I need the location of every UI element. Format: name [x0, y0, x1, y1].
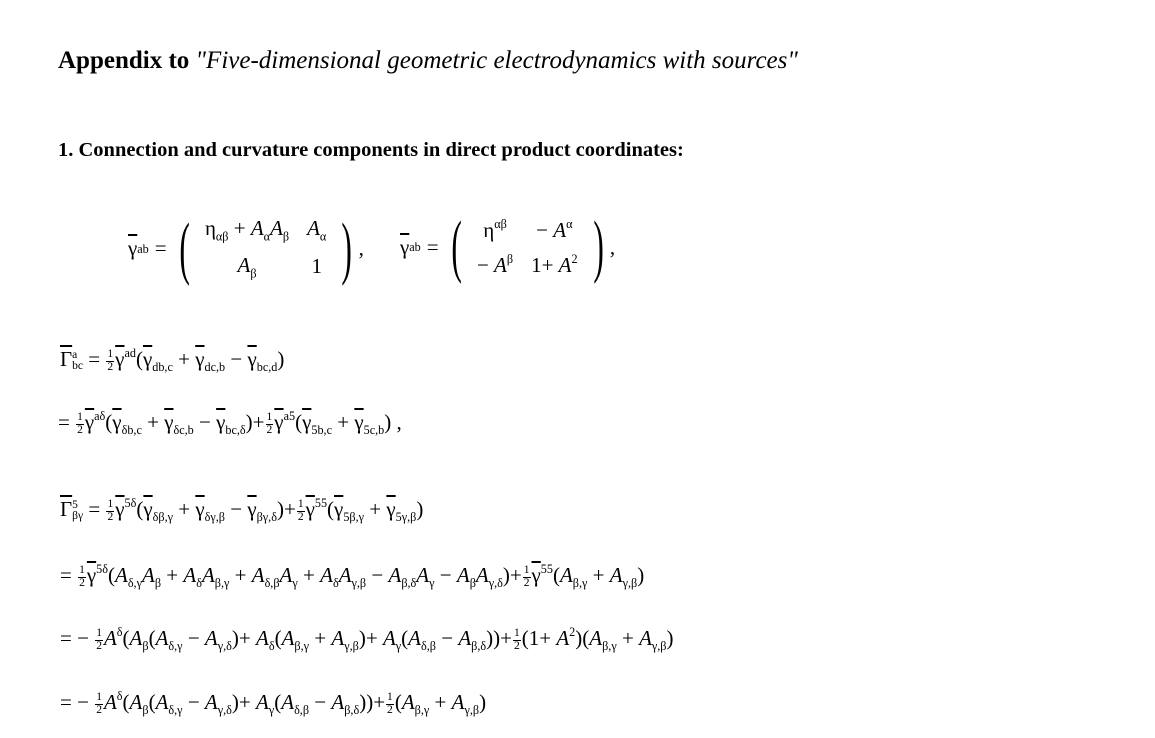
- title-italic: "Five-dimensional geometric electrodynamics with sources": [195, 47, 798, 74]
- metric-lower-matrix: [196, 212, 335, 285]
- page-title: [58, 47, 798, 75]
- christoffel-5-line4: = − $\frac{1}{2}$ $A^\delta(A_\beta(A_{\delta,\gamma} - A_{\gamma,\delta})+ A_\gamma(A_{\delta,\beta} - A_{\beta,\delta}))+$ $\frac{1}{2}$ $(A_{\beta,\gamma} + A_{\gamma,\beta})$: [60, 689, 487, 718]
- matrix-cell: − $A^\beta$: [476, 252, 514, 277]
- christoffel-5-line3: = − $\frac{1}{2}$ $A^\delta(A_\beta(A_{\delta,\gamma} - A_{\gamma,\delta})+ A_\delta(A_{\beta,\gamma} + A_{\gamma,\beta})+ A_\gamma(A_{\delta,\beta} - A_{\beta,\delta}))+$ $\frac{1}{2}$ $(1+ A^2)(A_{\beta,\gamma} + A_{\gamma,\beta})$: [60, 625, 674, 654]
- christoffel-a-expanded: = $\frac{1}{2}$ $\overline{\gamma}^{a\delta}(\overline{\gamma}_{\delta b,c} + \overline{\gamma}_{\delta c,b} - \overline{\gamma}_{bc,\delta})+$ $\frac{1}{2}$ $\overline{\gamma}^{a5}(\overline{\gamma}_{5b,c} + \overline{\gamma}_{5c,b})$ ,: [58, 409, 402, 438]
- matrix-cell: $A_\beta$: [237, 252, 257, 281]
- christoffel-5-definition: $\overline{\Gamma}$ 5 βγ = $\frac{1}{2}$ $\overline{\gamma}^{5\delta}(\overline{\gamma}_{\delta\beta,\gamma} + \overline{\gamma}_{\delta\gamma,\beta} - \overline{\gamma}_{\beta\gamma,\delta})+$ $\frac{1}{2}$ $\overline{\gamma}^{55}(\overline{\gamma}_{5\beta,\gamma} + \overline{\gamma}_{5\gamma,\beta})$: [60, 496, 424, 525]
- matrix-cell: $\eta^{\alpha\beta}$: [483, 217, 507, 242]
- title-bold: Appendix to: [58, 47, 190, 74]
- gamma-symbol: $\overline{\gamma}$: [128, 236, 138, 261]
- matrix-cell: $\eta_{\alpha\beta} + A_\alpha A_\beta$: [204, 216, 290, 244]
- matrix-cell: $1+ A^2$: [531, 252, 578, 277]
- metric-upper-matrix: [468, 212, 587, 282]
- metric-upper-index: ab: [409, 239, 421, 254]
- matrix-cell: 1: [311, 254, 322, 279]
- christoffel-a-definition: $\overline{\Gamma}$ a bc = $\frac{1}{2}$ $\overline{\gamma}^{ad}(\overline{\gamma}_{db,c} + \overline{\gamma}_{dc,b} - \overline{\gamma}_{bc,d})$: [60, 346, 285, 375]
- metric-lower-equation: $\overline{\gamma}$ ab = ( $\eta_{\alpha\beta} + A_\alpha A_\beta$ $A_\alpha$ $A_\beta$ 1 ) ,: [128, 209, 364, 287]
- metric-upper-equation: $\overline{\gamma}$ ab = ( $\eta^{\alpha\beta}$ − $A^\alpha$ − $A^\beta$ $1+ A^2$ ) ,: [400, 208, 616, 285]
- christoffel-5-line2: = $\frac{1}{2}$ $\overline{\gamma}^{5\delta}(A_{\delta,\gamma}A_\beta + A_\delta A_{\beta,\gamma} + A_{\delta,\beta}A_\gamma + A_\delta A_{\gamma,\beta} - A_{\beta,\delta}A_\gamma - A_\beta A_{\gamma,\delta})+$ $\frac{1}{2}$ $\overline{\gamma}^{55}(A_{\beta,\gamma} + A_{\gamma,\beta})$: [60, 562, 645, 591]
- matrix-cell: − $A^\alpha$: [536, 217, 573, 242]
- section-heading: 1. Connection and curvature components in direct product coordinates:: [58, 139, 684, 161]
- matrix-cell: $A_\alpha$: [307, 216, 327, 244]
- metric-lower-index: ab: [137, 241, 149, 256]
